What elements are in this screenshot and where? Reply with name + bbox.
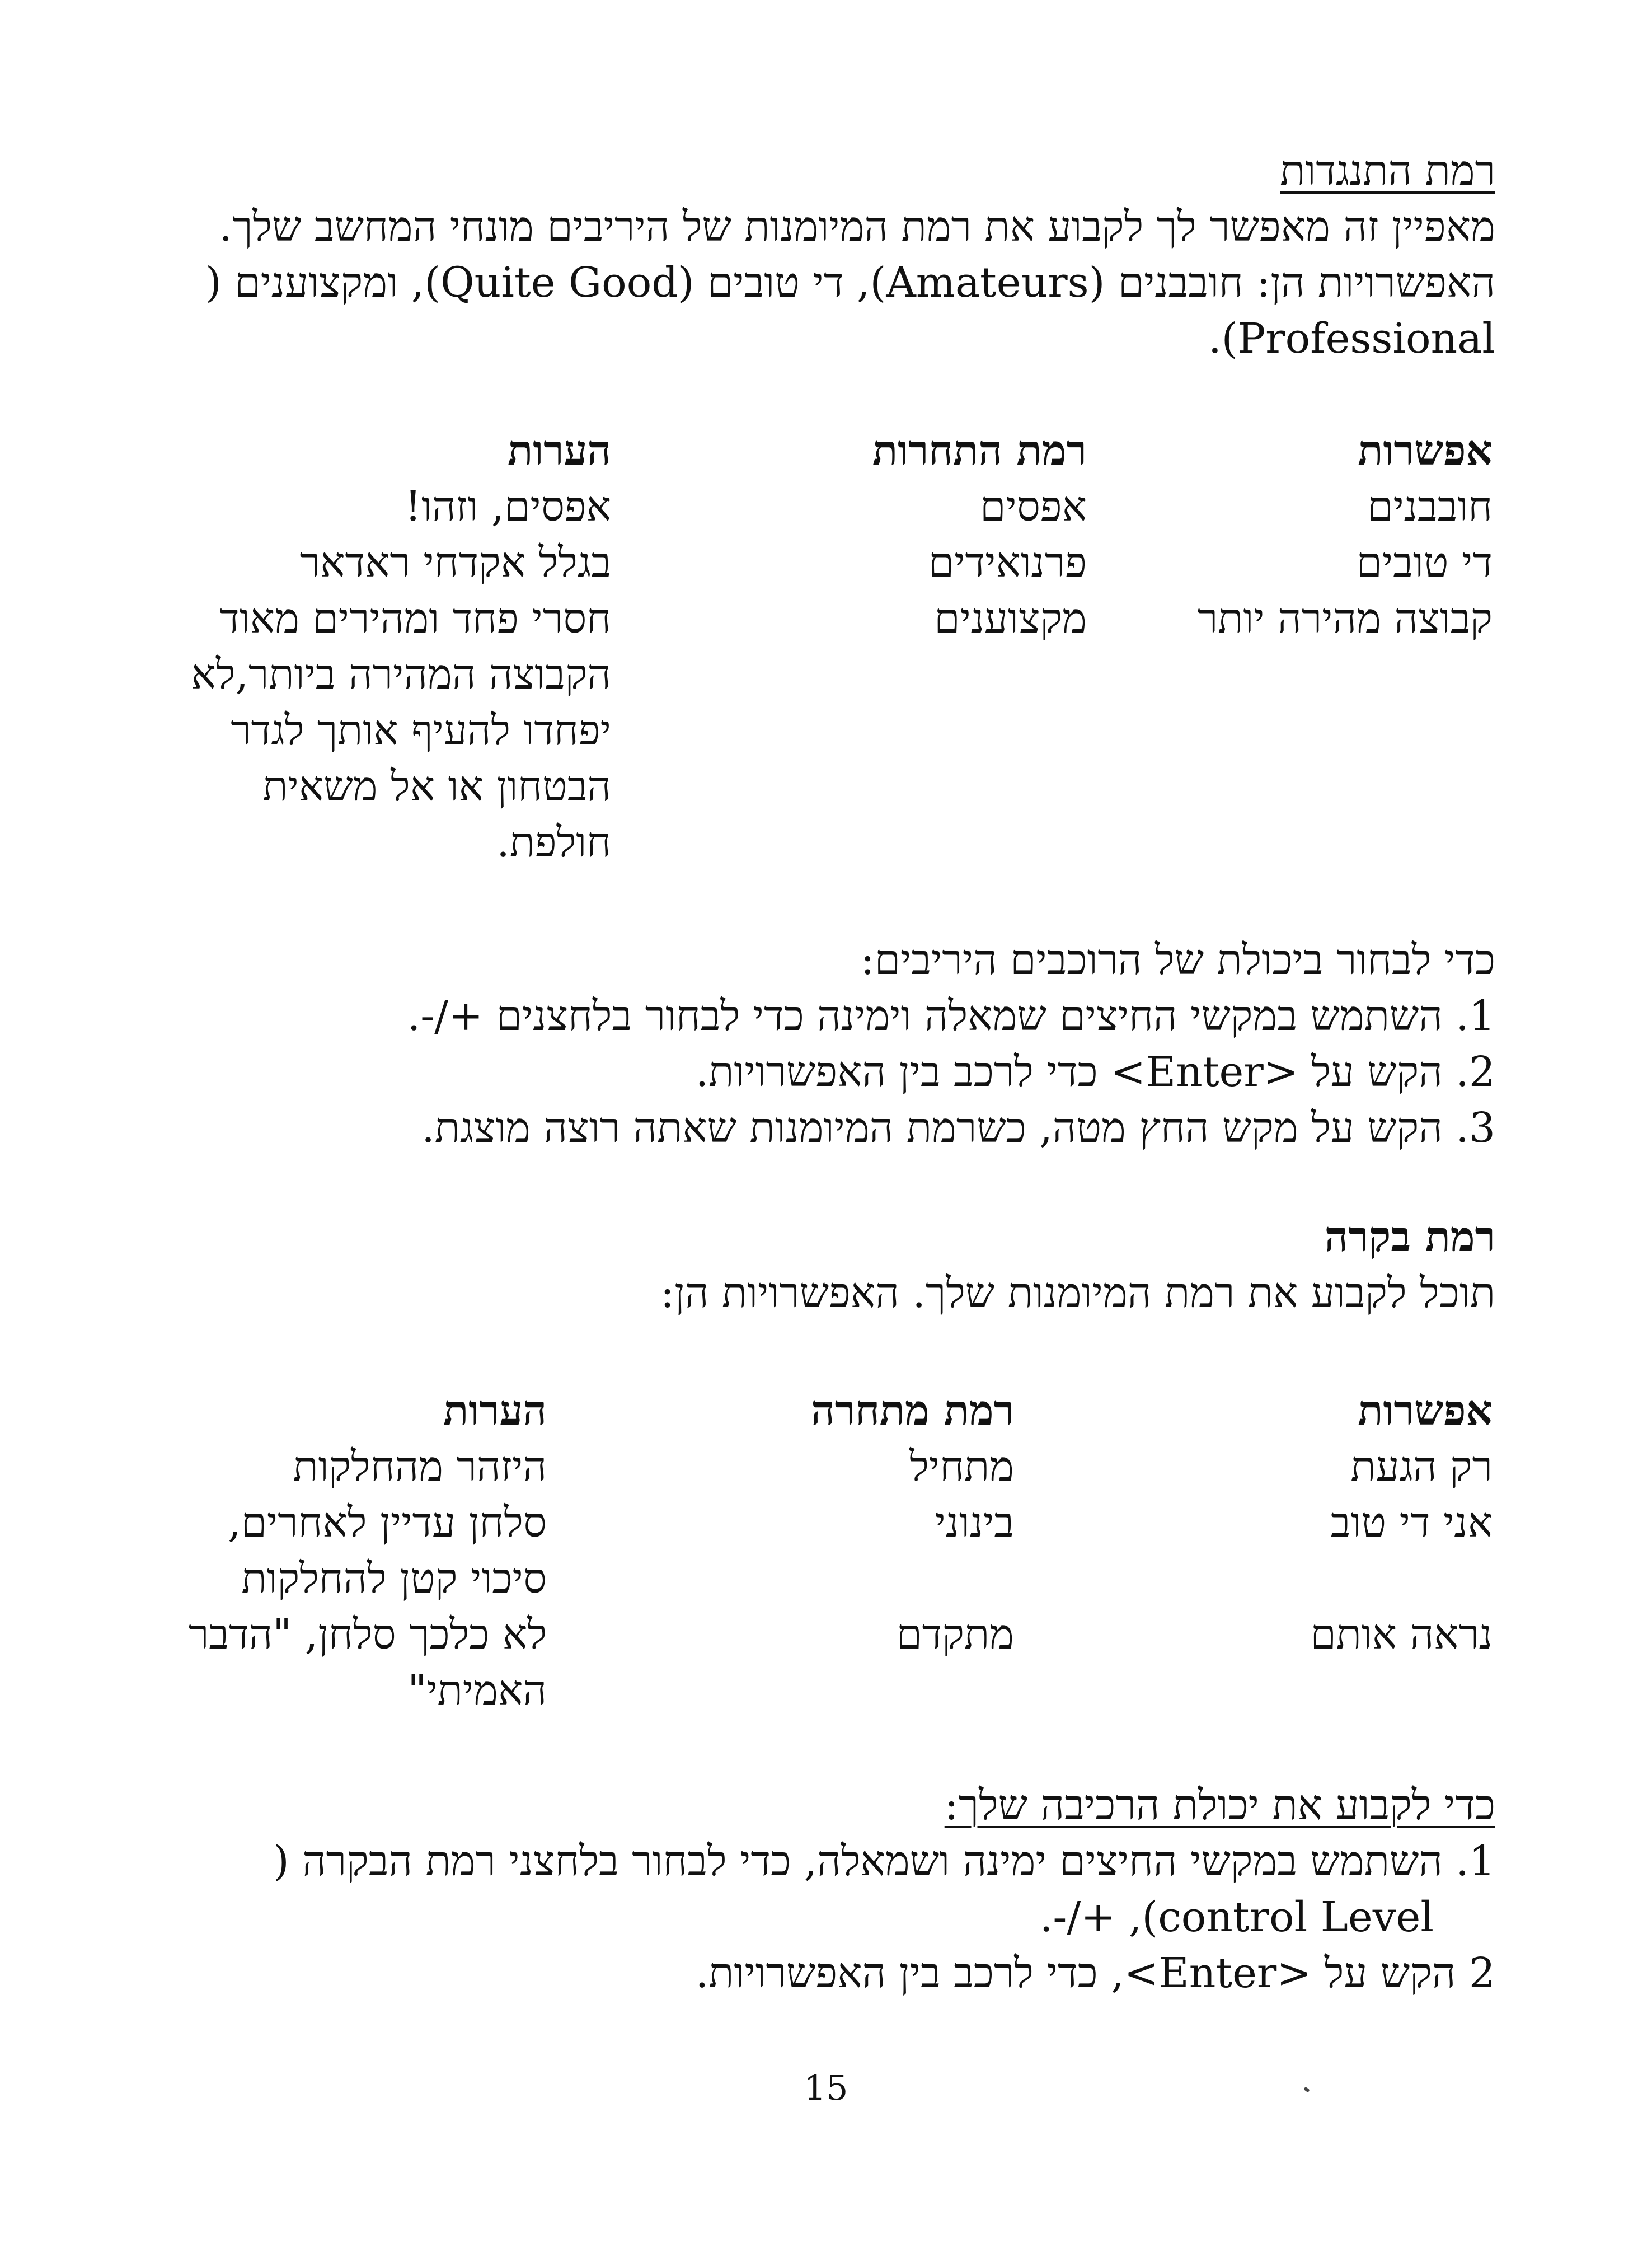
section-heading: רמת בקרה <box>1324 1213 1495 1261</box>
list-item-continuation <box>152 1889 1495 1945</box>
column-header: אפשרות <box>1358 427 1493 475</box>
table-cell: חובבנים <box>1367 483 1493 531</box>
list-text: control Level), +/-. <box>1039 1893 1434 1941</box>
list-text: הקש על <Enter>, כדי לרכב בין האפשרויות. <box>695 1949 1456 1997</box>
table-column-option <box>1101 423 1493 647</box>
list-number: 2 <box>1468 1949 1495 1997</box>
page-number: 15 <box>804 2067 848 2108</box>
list-item <box>152 988 1495 1044</box>
table-cell: בינוני <box>935 1499 1014 1547</box>
list-text: השתמש במקשי החיצים ימינה ושמאלה, כדי לבחור בלחצני רמת הבקרה ( <box>273 1837 1443 1885</box>
paragraph-line: תוכל לקבוע את רמת המיומנות שלך. האפשרויות הן: <box>660 1269 1495 1317</box>
table-column-level <box>751 423 1087 647</box>
list-number: 1. <box>1456 1837 1495 1885</box>
table-cell: אפסים, וזהו! <box>405 483 611 531</box>
table-cell: סלחן עדיין לאחרים, <box>228 1499 547 1547</box>
list-item <box>152 1044 1495 1100</box>
table-cell: חולפת. <box>496 818 611 867</box>
list-number: 3. <box>1456 1104 1495 1152</box>
table-column-level <box>678 1383 1014 1663</box>
column-header: הערות <box>443 1387 547 1435</box>
table-cell: יפחדו להעיף אותך לגדר <box>231 706 611 755</box>
table-column-notes <box>163 423 611 870</box>
table-cell: לא כלכך סלחן, "הדבר <box>189 1610 547 1659</box>
table-cell: הקבוצה המהירה ביותר,לא <box>191 650 611 699</box>
control-level-table <box>0 1383 1652 1730</box>
instructions-opponent <box>152 932 1495 1156</box>
list-item <box>152 1945 1495 2001</box>
list-number: 2. <box>1456 1048 1495 1096</box>
table-cell: מתחיל <box>909 1443 1014 1491</box>
table-cell: מקצוענים <box>934 594 1087 643</box>
instructions-intro: כדי לבחור ביכולת של הרוכבים היריבים: <box>860 936 1495 984</box>
list-text: הקש על מקש החץ מטה, כשרמת המיומנות שאתה רוצה מוצגת. <box>421 1104 1443 1152</box>
table-cell: סיכוי קטן להחלקות <box>241 1554 547 1603</box>
list-text: השתמש במקשי החיצים שמאלה וימינה כדי לבחור בלחצנים +/-. <box>407 992 1443 1040</box>
table-cell: אני די טוב <box>1330 1499 1493 1547</box>
list-item <box>152 1100 1495 1156</box>
section-heading: רמת התנגדות <box>1280 147 1495 195</box>
table-column-option <box>1157 1383 1493 1663</box>
column-header: אפשרות <box>1358 1387 1493 1435</box>
table-cell: חסרי פחד ומהירים מאוד <box>219 594 611 643</box>
column-header: רמת התחרות <box>872 427 1087 475</box>
section-opponent-level <box>152 143 1495 367</box>
table-cell: בגלל אקדחי ראדאר <box>299 539 611 587</box>
list-text: הקש על <Enter> כדי לרכב בין האפשרויות. <box>695 1048 1443 1096</box>
table-cell: קבוצה מהירה יותר <box>1197 594 1493 643</box>
column-header: רמת מתחרה <box>811 1387 1014 1435</box>
instructions-control <box>152 1777 1495 2001</box>
table-cell: הבטחון או אל משאית <box>262 762 611 811</box>
table-cell: נראה אותם <box>1310 1610 1493 1659</box>
table-cell: רק הגעת <box>1350 1443 1493 1491</box>
table-column-notes <box>155 1383 547 1718</box>
paragraph-line: Professional). <box>1208 315 1495 363</box>
list-item <box>152 1833 1495 1889</box>
column-header: הערות <box>508 427 611 475</box>
table-cell: אפסים <box>980 483 1087 531</box>
table-cell: האמיתי" <box>407 1666 547 1715</box>
instructions-intro: כדי לקבוע את יכולת הרכיבה שלך: <box>944 1781 1495 1829</box>
table-cell: מתקדם <box>896 1610 1014 1659</box>
paragraph-line: האפשרויות הן: חובבנים (Amateurs), די טובים (Quite Good), ומקצוענים ( <box>205 259 1495 307</box>
table-cell: די טובים <box>1356 539 1493 587</box>
opponent-level-table <box>0 423 1652 870</box>
list-number: 1. <box>1456 992 1495 1040</box>
table-cell: היזהר מהחלקות <box>293 1443 547 1491</box>
section-control-level <box>152 1209 1495 1321</box>
paragraph-line: מאפיין זה מאפשר לך לקבוע את רמת המיומנות של היריבים מונחי המחשב שלך. <box>219 203 1495 251</box>
table-cell: פרנואידים <box>928 539 1087 587</box>
